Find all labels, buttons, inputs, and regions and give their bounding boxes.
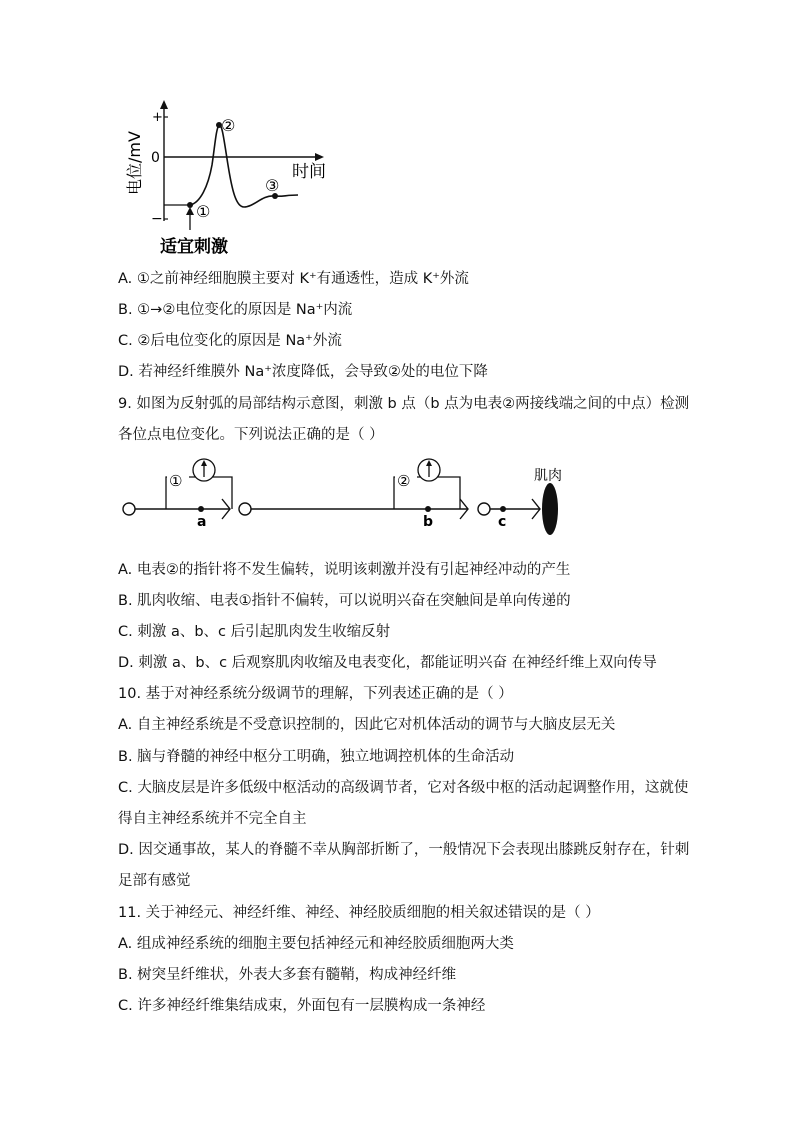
point-2-label: ②	[221, 116, 236, 135]
neuron-body-right	[478, 503, 490, 515]
q8-option-a: A. ①之前神经细胞膜主要对 K⁺有通透性，造成 K⁺外流	[118, 271, 469, 287]
reflex-arc-diagram	[118, 455, 578, 540]
q10-line-6: 足部有感觉	[118, 873, 191, 889]
q11-option-a: A. 组成神经系统的细胞主要包括神经元和神经胶质细胞两大类	[118, 936, 514, 952]
zero-label: 0	[151, 150, 160, 166]
q10-line-4: 得自主神经系统并不完全自主	[118, 811, 307, 827]
meter-1-label: ①	[169, 472, 183, 490]
meter-2-label: ②	[397, 472, 411, 490]
stimulus-label: 适宜刺激	[160, 237, 228, 257]
q9-option-b: B. 肌肉收缩、电表①指针不偏转，可以说明兴奋在突触间是单向传递的	[118, 593, 571, 609]
q10-line-2: B. 脑与脊髓的神经中枢分工明确，独立地调控机体的生命活动	[118, 749, 515, 765]
q9-option-d: D. 刺激 a、b、c 后观察肌肉收缩及电表变化，都能证明兴奋 在神经纤维上双向传导	[118, 655, 657, 671]
neuron-body-left	[123, 503, 135, 515]
q9-stem-line1: 9. 如图为反射弧的局部结构示意图，刺激 b 点（b 点为电表②两接线端之间的中点）检测	[118, 396, 690, 412]
q11-option-c: C. 许多神经纤维集结成束，外面包有一层膜构成一条神经	[118, 998, 486, 1014]
point-a-marker	[198, 506, 204, 512]
point-b-label: b	[423, 514, 434, 530]
q10-stem: 10. 基于对神经系统分级调节的理解，下列表述正确的是（ ）	[118, 686, 513, 702]
q9-option-c: C. 刺激 a、b、c 后引起肌肉发生收缩反射	[118, 624, 391, 640]
q11-stem: 11. 关于神经元、神经纤维、神经、神经胶质细胞的相关叙述错误的是（ ）	[118, 905, 600, 921]
point-1-label: ①	[196, 202, 211, 221]
q11-option-b: B. 树突呈纤维状，外表大多套有髓鞘，构成神经纤维	[118, 967, 457, 983]
potential-curve	[190, 125, 298, 207]
q10-line-3: C. 大脑皮层是许多低级中枢活动的高级调节者，它对各级中枢的活动起调整作用，这就使	[118, 780, 689, 796]
minus-label: −	[151, 211, 163, 227]
action-potential-graph	[120, 95, 360, 260]
axis-y-label: 电位/mV	[125, 131, 144, 195]
q8-option-d: D. 若神经纤维膜外 Na⁺浓度降低，会导致②处的电位下降	[118, 364, 488, 380]
point-c-label: c	[498, 514, 507, 530]
q8-option-c: C. ②后电位变化的原因是 Na⁺外流	[118, 333, 342, 349]
plus-label: +	[152, 110, 163, 125]
axis-x-label: 时间	[292, 162, 326, 182]
point-c-marker	[500, 506, 506, 512]
point-3-label: ③	[265, 176, 280, 195]
muscle	[542, 483, 558, 535]
q10-line-1: A. 自主神经系统是不受意识控制的，因此它对机体活动的调节与大脑皮层无关	[118, 717, 616, 733]
x-axis-arrow	[315, 153, 324, 161]
neuron-body-middle	[239, 503, 251, 515]
y-axis-arrow	[160, 100, 168, 109]
point-a-label: a	[197, 514, 207, 530]
point-b-marker	[425, 506, 431, 512]
q8-option-b: B. ①→②电位变化的原因是 Na⁺内流	[118, 302, 353, 318]
q9-option-a: A. 电表②的指针将不发生偏转，说明该刺激并没有引起神经冲动的产生	[118, 562, 571, 578]
muscle-label: 肌肉	[534, 468, 562, 484]
q10-line-5: D. 因交通事故，某人的脊髓不幸从胸部折断了，一般情况下会表现出膝跳反射存在，针刺	[118, 842, 690, 858]
q9-stem-line2: 各位点电位变化。下列说法正确的是（ ）	[118, 427, 384, 443]
